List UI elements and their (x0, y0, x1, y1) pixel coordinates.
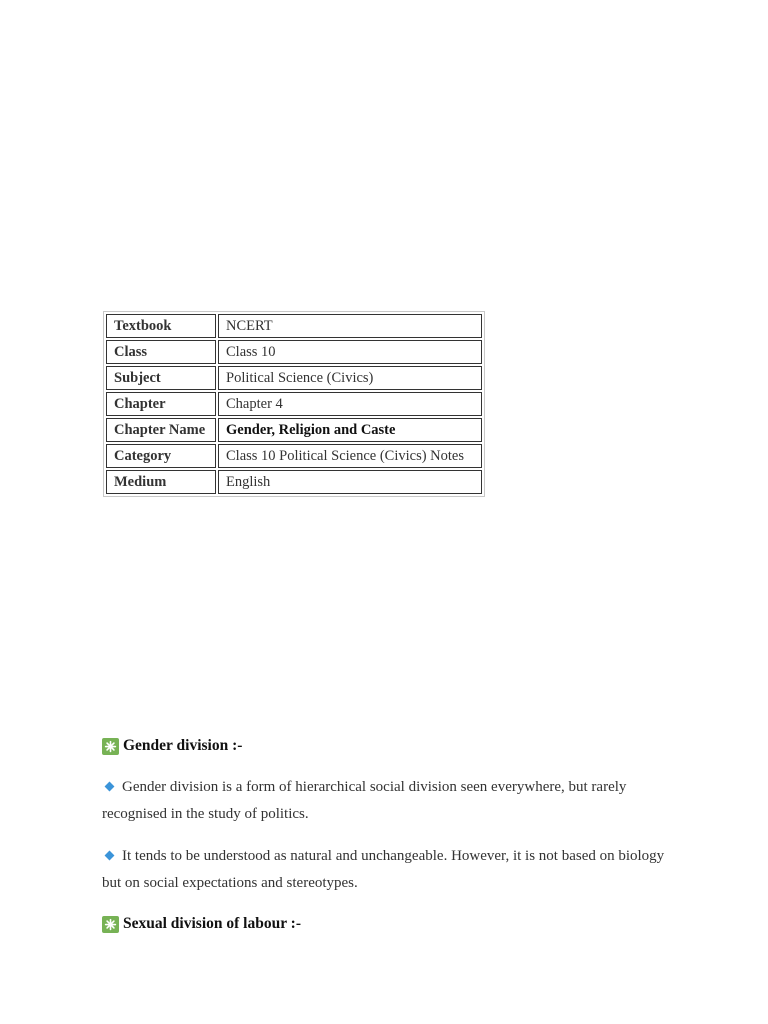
section-heading-gender-division (102, 733, 677, 759)
table-value-cell: NCERT (218, 314, 482, 338)
table-value-cell: Chapter 4 (218, 392, 482, 416)
table-value-cell: Class 10 Political Science (Civics) Notes (218, 444, 482, 468)
table-row (106, 444, 482, 468)
table-key-cell: Category (106, 444, 216, 468)
table-key-cell: Class (106, 340, 216, 364)
table-key-cell: Textbook (106, 314, 216, 338)
sparkle-icon (102, 738, 119, 755)
table-key-cell: Chapter Name (106, 418, 216, 442)
table-row (106, 314, 482, 338)
diamond-bullet-icon (105, 851, 115, 861)
table-value-cell: English (218, 470, 482, 494)
diamond-bullet-icon (105, 782, 115, 792)
table-key-cell: Chapter (106, 392, 216, 416)
section-heading-sexual-division-of-labour (102, 911, 677, 937)
chapter-info-table (103, 311, 485, 497)
bullet-point-text: Gender division is a form of hierarchical social division seen everywhere, but rarely recognised in the study of politics. (102, 779, 627, 822)
table-value-cell: Political Science (Civics) (218, 366, 482, 390)
bullet-point (102, 843, 677, 897)
bullet-point-text: It tends to be understood as natural and unchangeable. However, it is not based on biology but on social expectations and stereotypes. (102, 848, 665, 891)
notes-content (102, 733, 677, 937)
table-key-cell: Subject (106, 366, 216, 390)
table-row (106, 366, 482, 390)
table-row (106, 418, 482, 442)
bullet-point (102, 774, 677, 828)
table-value-cell: Class 10 (218, 340, 482, 364)
sparkle-icon (102, 916, 119, 933)
table-row (106, 392, 482, 416)
table-value-cell: Gender, Religion and Caste (218, 418, 482, 442)
table-row (106, 470, 482, 494)
section-heading-text: Sexual division of labour :- (123, 915, 302, 932)
section-heading-text: Gender division :- (123, 737, 243, 754)
table-row (106, 340, 482, 364)
table-key-cell: Medium (106, 470, 216, 494)
